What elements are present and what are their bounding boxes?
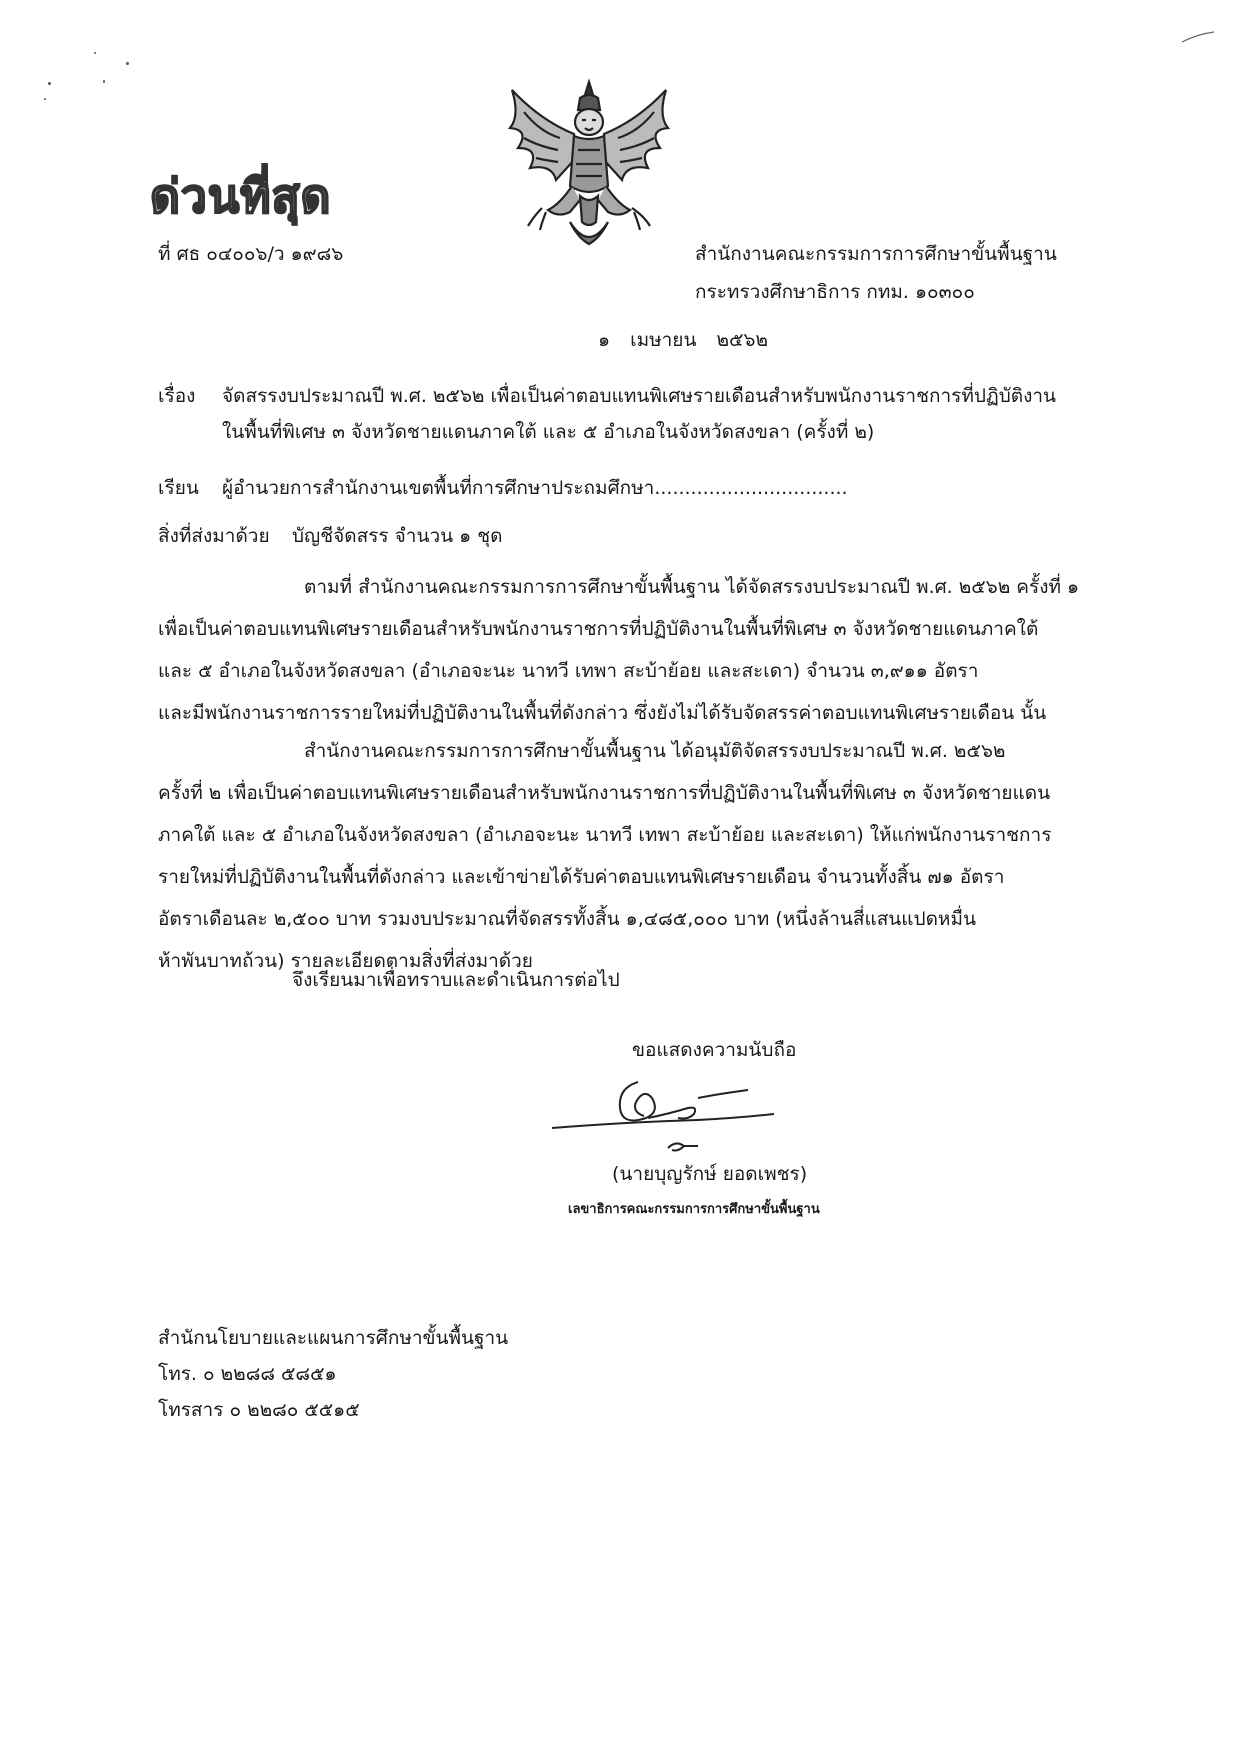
paragraph-line: และมีพนักงานราชการรายใหม่ที่ปฏิบัติงานในพื้นที่ดังกล่าว ซึ่งยังไม่ได้รับจัดสรรค่าตอบแทนพิเศษรายเดือน นั้น [158,702,1047,724]
subject-label: เรื่อง [158,385,196,407]
doc-number: ที่ ศธ ๐๔๐๐๖/ว ๑๙๘๖ [158,243,344,265]
footer-office: สำนักนโยบายและแผนการศึกษาขั้นพื้นฐาน [158,1327,509,1349]
scan-speck [103,80,105,83]
body-paragraph-2 [158,730,1051,982]
scan-mark [1180,30,1216,44]
handwritten-signature-icon [548,1068,778,1158]
signatory-name: (นายบุญรักษ์ ยอดเพชร) [612,1163,808,1185]
signatory-position: เลขาธิการคณะกรรมการการศึกษาขั้นพื้นฐาน [568,1202,820,1217]
paragraph-line: เพื่อเป็นค่าตอบแทนพิเศษรายเดือนสำหรับพนักงานราชการที่ปฏิบัติงานในพื้นที่พิเศษ ๓ จังหวัดชายแดนภาคใต้ [158,618,1039,640]
recipient-label: เรียน [158,477,199,499]
scan-speck [44,98,46,100]
paragraph-line: ตามที่ สำนักงานคณะกรรมการการศึกษาขั้นพื้นฐาน ได้จัดสรรงบประมาณปี พ.ศ. ๒๕๖๒ ครั้งที่ ๑ [304,576,1080,598]
enclosure-label: สิ่งที่ส่งมาด้วย [158,525,270,547]
paragraph-line: ครั้งที่ ๒ เพื่อเป็นค่าตอบแทนพิเศษรายเดือนสำหรับพนักงานราชการที่ปฏิบัติงานในพื้นที่พิเศษ ๓ จังหวัดชายแดน [158,782,1051,804]
org-name: สำนักงานคณะกรรมการการศึกษาขั้นพื้นฐาน [695,243,1057,265]
scan-speck [94,52,96,54]
garuda-emblem-icon [500,76,678,258]
footer-phone: โทร. ๐ ๒๒๘๘ ๕๘๕๑ [158,1363,337,1385]
closing-sentence: จึงเรียนมาเพื่อทราบและดำเนินการต่อไป [292,969,620,991]
paragraph-line: ห้าพันบาทถ้วน) รายละเอียดตามสิ่งที่ส่งมาด้วย [158,950,533,972]
document-date: ๑ เมษายน ๒๕๖๒ [598,329,768,351]
paragraph-line: อัตราเดือนละ ๒,๕๐๐ บาท รวมงบประมาณที่จัดสรรทั้งสิ้น ๑,๔๘๕,๐๐๐ บาท (หนึ่งล้านสี่แสนแปดหมื่น [158,908,976,930]
salutation: ขอแสดงความนับถือ [632,1039,797,1061]
paragraph-line: รายใหม่ที่ปฏิบัติงานในพื้นที่ดังกล่าว และเข้าข่ายได้รับค่าตอบแทนพิเศษรายเดือน จำนวนทั้งสิ้น ๗๑ อัตรา [158,866,1005,888]
footer-fax: โทรสาร ๐ ๒๒๘๐ ๕๕๑๕ [158,1399,360,1421]
subject-line-1: จัดสรรงบประมาณปี พ.ศ. ๒๕๖๒ เพื่อเป็นค่าตอบแทนพิเศษรายเดือนสำหรับพนักงานราชการที่ปฏิบัติงาน [222,385,1057,407]
urgency-stamp: ด่วนที่สุด [150,169,332,223]
body-paragraph-1 [158,566,1079,734]
org-address: กระทรวงศึกษาธิการ กทม. ๑๐๓๐๐ [695,281,975,303]
scan-speck [48,82,51,85]
scan-speck [126,62,129,65]
subject-line-2: ในพื้นที่พิเศษ ๓ จังหวัดชายแดนภาคใต้ และ ๕ อำเภอในจังหวัดสงขลา (ครั้งที่ ๒) [222,421,875,443]
paragraph-line: สำนักงานคณะกรรมการการศึกษาขั้นพื้นฐาน ได้อนุมัติจัดสรรงบประมาณปี พ.ศ. ๒๕๖๒ [304,740,1006,762]
recipient-text: ผู้อำนวยการสำนักงานเขตพื้นที่การศึกษาประถมศึกษา................................ [222,477,848,499]
enclosure-text: บัญชีจัดสรร จำนวน ๑ ชุด [292,525,503,547]
paragraph-line: และ ๕ อำเภอในจังหวัดสงขลา (อำเภอจะนะ นาทวี เทพา สะบ้าย้อย และสะเดา) จำนวน ๓,๙๑๑ อัตรา [158,660,979,682]
paragraph-line: ภาคใต้ และ ๕ อำเภอในจังหวัดสงขลา (อำเภอจะนะ นาทวี เทพา สะบ้าย้อย และสะเดา) ให้แก่พนักงานราชการ [158,824,1052,846]
